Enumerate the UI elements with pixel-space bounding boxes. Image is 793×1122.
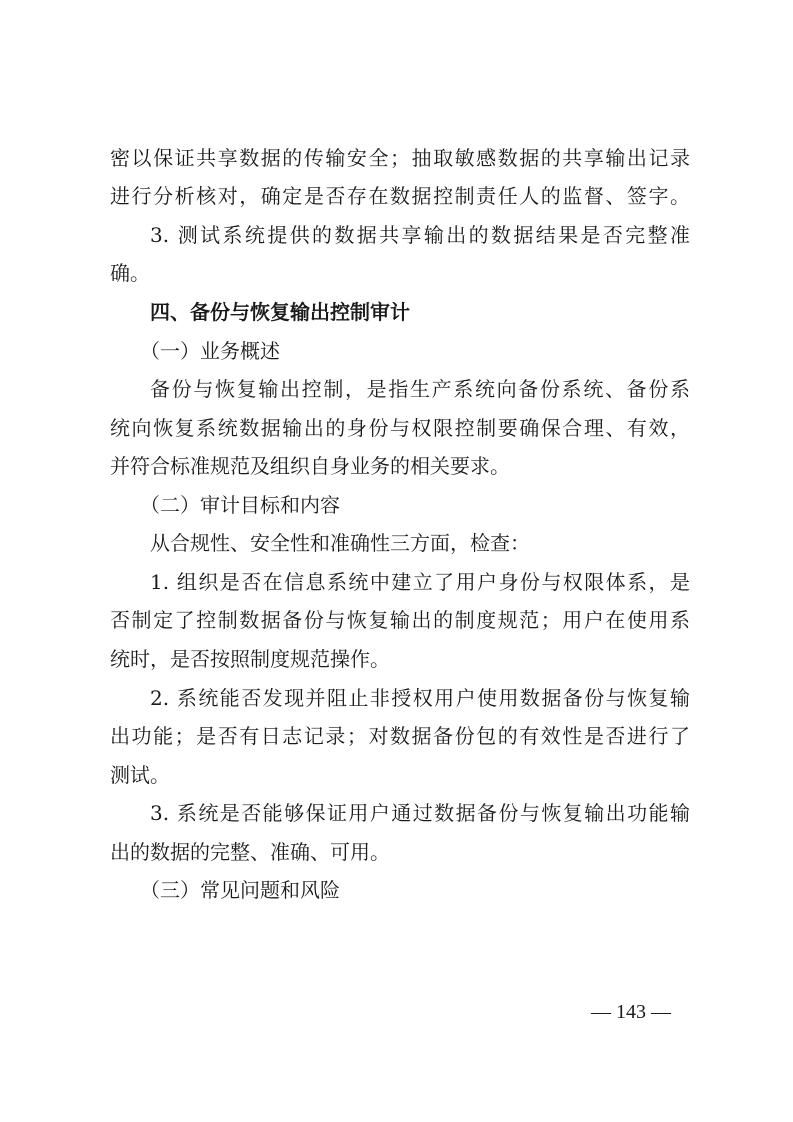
subsection-heading: （一）业务概述 <box>140 339 280 363</box>
subsection-heading: （三）常见问题和风险 <box>140 878 340 902</box>
body-text-line: 从合规性、安全性和准确性三方面，检查： <box>150 531 530 555</box>
body-text-line: 备份与恢复输出控制，是指生产系统向备份系统、备份系 <box>150 377 690 401</box>
list-item-2-line: 2. 系统能否发现并阻止非授权用户使用数据备份与恢复输 <box>150 686 690 710</box>
body-text-line: 进行分析核对，确定是否存在数据控制责任人的监督、签字。 <box>110 184 690 208</box>
body-text-line: 统向恢复系统数据输出的身份与权限控制要确保合理、有效， <box>110 416 690 440</box>
page-number: — 143 — <box>591 1001 671 1023</box>
body-text-line: 并符合标准规范及组织自身业务的相关要求。 <box>110 454 510 478</box>
list-item-3-line: 3. 测试系统提供的数据共享输出的数据结果是否完整准 <box>150 223 690 247</box>
list-item-3-line: 3. 系统是否能够保证用户通过数据备份与恢复输出功能输 <box>150 801 690 825</box>
body-text-line: 出功能；是否有日志记录；对数据备份包的有效性是否进行了 <box>110 724 690 748</box>
subsection-heading: （二）审计目标和内容 <box>140 493 340 517</box>
body-text-line: 统时，是否按照制度规范操作。 <box>110 647 390 671</box>
section-heading: 四、备份与恢复输出控制审计 <box>150 300 410 324</box>
body-text-line: 测试。 <box>110 763 170 787</box>
body-text-line: 确。 <box>110 261 150 285</box>
body-text-line: 出的数据的完整、准确、可用。 <box>110 840 390 864</box>
body-text-line: 密以保证共享数据的传输安全；抽取敏感数据的共享输出记录 <box>110 146 690 170</box>
list-item-1-line: 1. 组织是否在信息系统中建立了用户身份与权限体系，是 <box>150 570 690 594</box>
body-text-line: 否制定了控制数据备份与恢复输出的制度规范；用户在使用系 <box>110 608 690 632</box>
